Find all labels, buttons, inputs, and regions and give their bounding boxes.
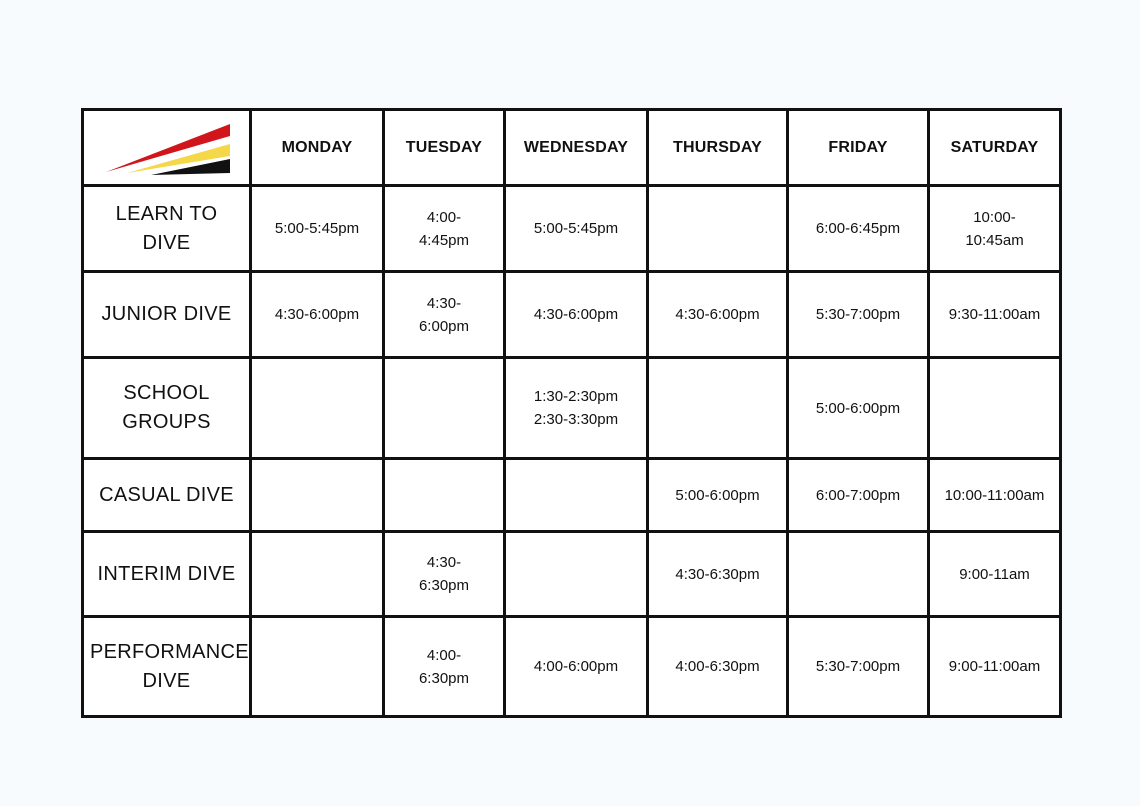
time-slot-text: 10:45am: [965, 231, 1024, 249]
time-slot-text: 5:00-5:45pm: [274, 220, 360, 237]
class-name-cell: [83, 459, 251, 532]
class-name-cell: [83, 532, 251, 617]
time-slot-text: 4:30-6:00pm: [274, 306, 360, 323]
day-header-thursday: THURSDAY: [648, 110, 788, 186]
time-cell-monday: [251, 272, 384, 358]
time-cell-wednesday: [505, 186, 648, 272]
class-name-text: DIVE: [142, 669, 191, 692]
diving-stripes-logo-icon: [103, 120, 231, 176]
time-cell-saturday: [929, 358, 1061, 459]
time-cell-monday: [251, 186, 384, 272]
time-slot-text: 5:30-7:00pm: [815, 306, 901, 323]
time-slot-text: 4:00-: [426, 208, 462, 226]
time-slot-text: 5:00-6:00pm: [815, 399, 901, 417]
time-cell-saturday: [929, 186, 1061, 272]
time-slot-text: 2:30-3:30pm: [533, 411, 619, 428]
time-cell-saturday: [929, 272, 1061, 358]
time-slot-text: 6:30pm: [418, 577, 470, 594]
class-name-text: CASUAL DIVE: [99, 483, 234, 506]
time-cell-tuesday: [384, 186, 505, 272]
day-header-monday: MONDAY: [251, 110, 384, 186]
time-slot-text: 4:00-: [426, 646, 462, 664]
day-header-wednesday: WEDNESDAY: [505, 110, 648, 186]
logo-cell: [83, 110, 251, 186]
time-cell-monday: [251, 358, 384, 459]
time-slot-text: 4:30-6:00pm: [533, 306, 619, 323]
time-slot-text: 5:30-7:00pm: [815, 658, 901, 675]
class-name-cell: [83, 272, 251, 358]
time-slot-text: 10:00-: [973, 208, 1016, 226]
time-cell-tuesday: [384, 272, 505, 358]
time-cell-monday: [251, 532, 384, 617]
time-slot-text: 4:00-6:00pm: [533, 658, 619, 675]
schedule-row: [83, 459, 1061, 532]
class-name-text: LEARN TO DIVE: [115, 202, 218, 254]
schedule-row: [83, 617, 1061, 717]
class-name-text: JUNIOR DIVE: [101, 303, 232, 325]
time-cell-thursday: [648, 459, 788, 532]
time-cell-saturday: [929, 617, 1061, 717]
time-cell-monday: [251, 459, 384, 532]
time-slot-text: 4:45pm: [418, 231, 470, 249]
time-cell-friday: [788, 532, 929, 617]
time-cell-monday: [251, 617, 384, 717]
time-cell-wednesday: [505, 532, 648, 617]
time-cell-thursday: [648, 617, 788, 717]
time-slot-text: 4:30-6:30pm: [675, 565, 760, 583]
schedule-row: [83, 532, 1061, 617]
class-schedule-table: [81, 108, 1062, 718]
class-name-cell: [83, 186, 251, 272]
day-header-tuesday: TUESDAY: [384, 110, 505, 186]
class-name-text: SCHOOL: [123, 382, 210, 404]
day-header-saturday: SATURDAY: [929, 110, 1061, 186]
time-slot-text: 4:30-: [426, 294, 462, 312]
time-slot-text: 6:00pm: [418, 317, 470, 335]
time-cell-tuesday: [384, 459, 505, 532]
time-slot-text: 5:00-6:00pm: [675, 486, 760, 504]
class-name-text: GROUPS: [122, 411, 211, 433]
time-cell-friday: [788, 617, 929, 717]
schedule-row: [83, 186, 1061, 272]
class-name-cell: [83, 358, 251, 459]
time-cell-friday: [788, 272, 929, 358]
time-cell-saturday: [929, 459, 1061, 532]
time-cell-thursday: [648, 186, 788, 272]
time-cell-thursday: [648, 272, 788, 358]
class-name-text: PERFORMANCE: [90, 640, 249, 663]
time-cell-friday: [788, 459, 929, 532]
time-cell-tuesday: [384, 617, 505, 717]
time-cell-friday: [788, 358, 929, 459]
time-slot-text: 9:00-11:00am: [948, 658, 1041, 675]
schedule-row: [83, 358, 1061, 459]
time-cell-wednesday: [505, 272, 648, 358]
time-cell-saturday: [929, 532, 1061, 617]
time-cell-wednesday: [505, 459, 648, 532]
class-name-cell: [83, 617, 251, 717]
time-cell-tuesday: [384, 358, 505, 459]
time-cell-thursday: [648, 358, 788, 459]
time-slot-text: 4:30-6:00pm: [675, 306, 760, 323]
class-name-text: INTERIM DIVE: [97, 562, 236, 585]
day-header-friday: FRIDAY: [788, 110, 929, 186]
time-cell-thursday: [648, 532, 788, 617]
schedule-row: [83, 272, 1061, 358]
time-slot-text: 9:30-11:00am: [948, 306, 1041, 323]
time-slot-text: 10:00-11:00am: [944, 486, 1045, 504]
time-slot-text: 1:30-2:30pm: [533, 388, 619, 405]
time-slot-text: 9:00-11am: [959, 565, 1030, 583]
time-slot-text: 5:00-5:45pm: [533, 220, 619, 237]
time-slot-text: 6:00-6:45pm: [815, 220, 901, 237]
time-cell-friday: [788, 186, 929, 272]
time-cell-tuesday: [384, 532, 505, 617]
time-slot-text: 6:30pm: [418, 669, 470, 687]
time-cell-wednesday: [505, 358, 648, 459]
time-cell-wednesday: [505, 617, 648, 717]
time-slot-text: 6:00-7:00pm: [815, 486, 901, 504]
header-row: [83, 110, 1061, 186]
time-slot-text: 4:30-: [426, 554, 462, 571]
time-slot-text: 4:00-6:30pm: [675, 658, 760, 675]
